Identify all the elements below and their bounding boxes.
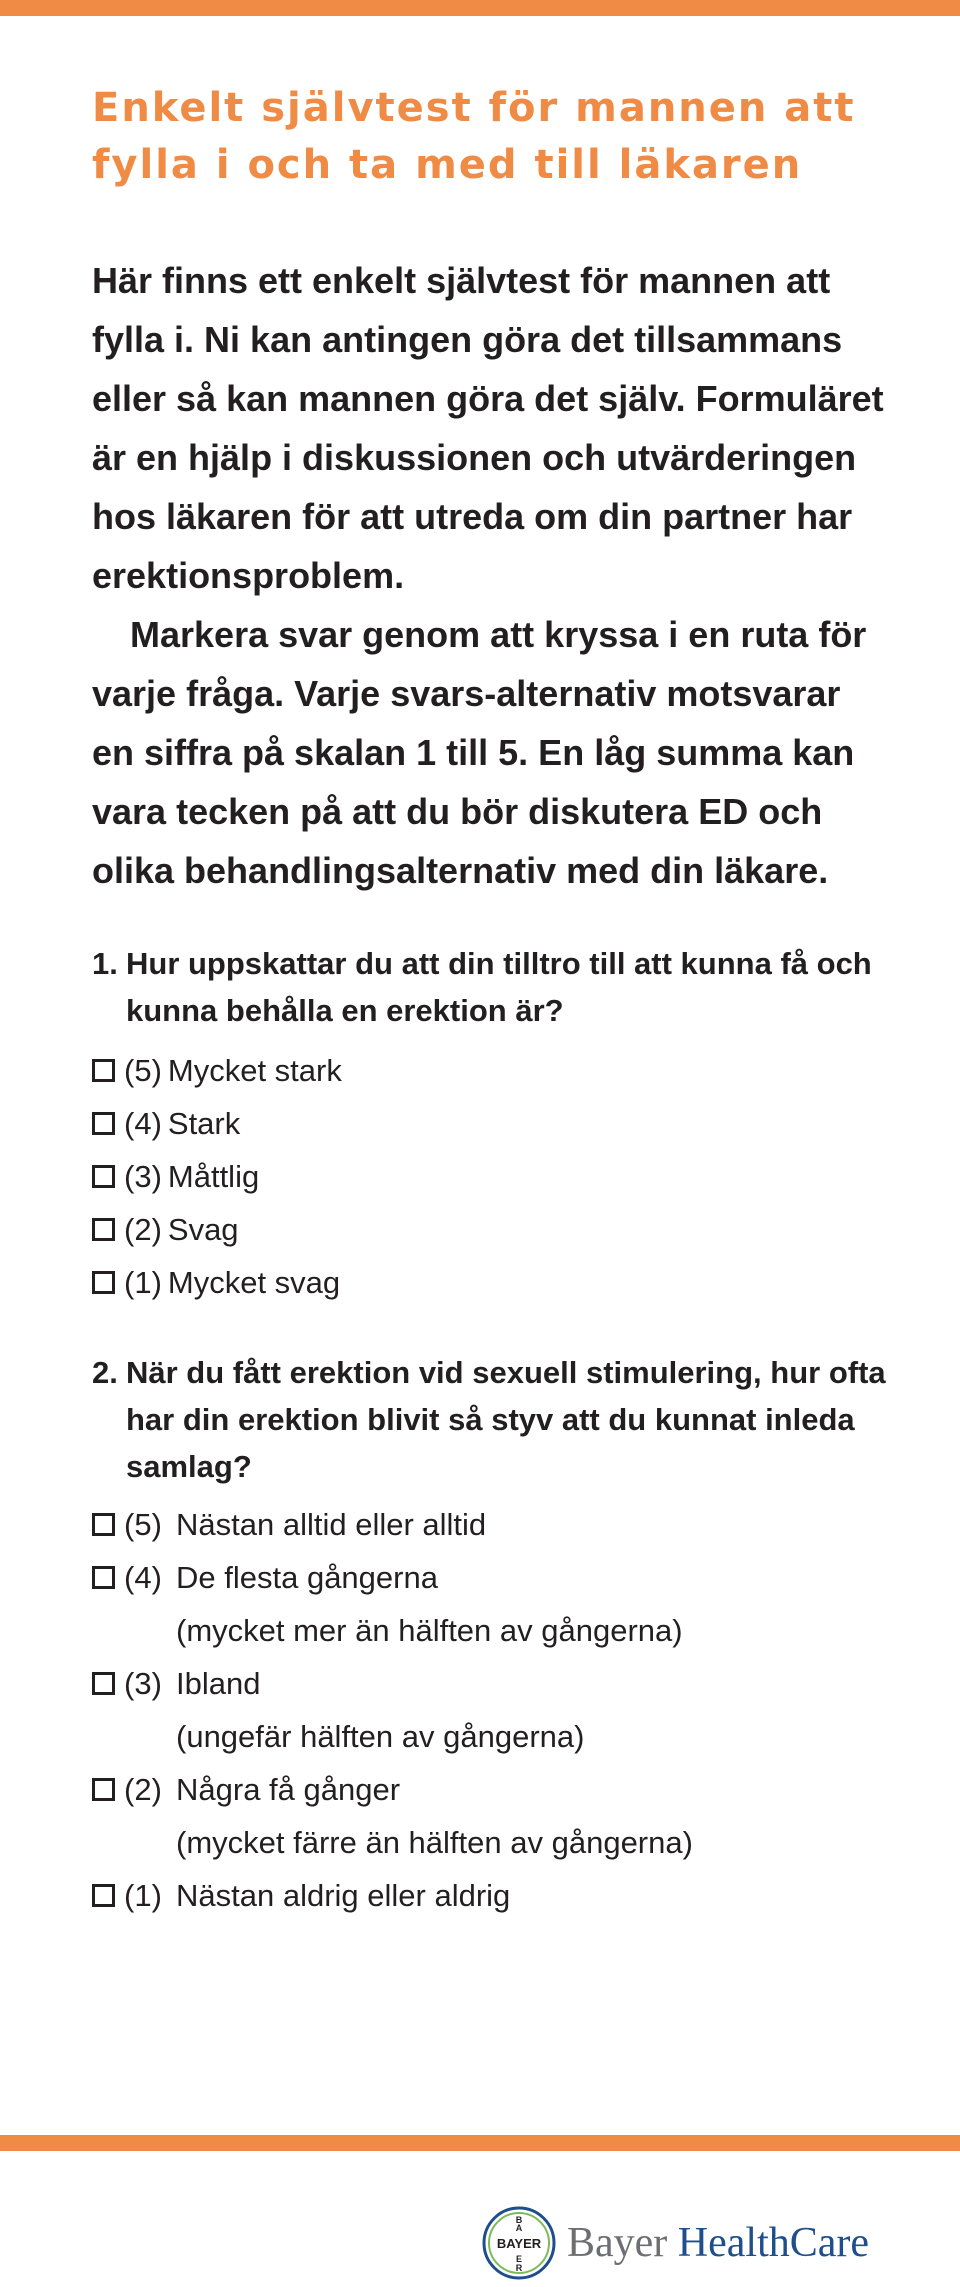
checkbox[interactable] [92, 1218, 115, 1241]
checkbox[interactable] [92, 1778, 115, 1801]
option-label: Nästan aldrig eller aldrig [176, 1878, 511, 1913]
question-1 [92, 940, 892, 1309]
self-test-content [92, 80, 892, 1922]
option-label: Ibland [176, 1666, 261, 1701]
option-label: Nästan alltid eller alltid [176, 1507, 487, 1542]
option-score: (1) [124, 1878, 162, 1913]
cross-text: BAYER [496, 2236, 542, 2251]
answer-option[interactable] [92, 1256, 892, 1309]
answer-option[interactable] [92, 1044, 892, 1097]
intro-text [92, 251, 892, 900]
answer-options [92, 1498, 892, 1922]
option-label: Några få gånger [176, 1772, 401, 1807]
checkbox[interactable] [92, 1566, 115, 1589]
question-text: Hur uppskattar du att din tilltro till att kunna få och kunna behålla en erektion är? [126, 946, 872, 1028]
option-score: (2) [124, 1772, 162, 1807]
checkbox[interactable] [92, 1271, 115, 1294]
answer-option[interactable] [92, 1551, 892, 1657]
bayer-logo [481, 2205, 869, 2281]
brand-name-bayer: Bayer [567, 2220, 678, 2266]
question-text: När du fått erektion vid sexuell stimulering, hur ofta har din erektion blivit så styv att du kunnat inleda samlag? [126, 1355, 886, 1484]
option-note: (ungefär hälften av gångerna) [176, 1719, 585, 1754]
answer-option[interactable] [92, 1150, 892, 1203]
option-score: (3) [124, 1159, 162, 1194]
answer-option[interactable] [92, 1203, 892, 1256]
option-score: (5) [124, 1507, 162, 1542]
option-score: (4) [124, 1560, 162, 1595]
option-label: Stark [167, 1106, 241, 1141]
checkbox[interactable] [92, 1884, 115, 1907]
intro-paragraph-1: Här finns ett enkelt självtest för mannen att fylla i. Ni kan antingen göra det tillsammans eller så kan mannen göra det själv. Formuläret är en hjälp i diskussionen och utvärderingen hos läkaren för att utreda om din partner har erektionsproblem. [92, 260, 884, 596]
checkbox[interactable] [92, 1513, 115, 1536]
option-label: Måttlig [167, 1159, 260, 1194]
brand-name [567, 2222, 869, 2264]
svg-text:A: A [515, 2223, 523, 2233]
checkbox[interactable] [92, 1165, 115, 1188]
option-score: (1) [124, 1265, 162, 1300]
option-label: Mycket svag [167, 1265, 341, 1300]
checkbox[interactable] [92, 1672, 115, 1695]
checkbox[interactable] [92, 1112, 115, 1135]
option-label: Svag [167, 1212, 239, 1247]
checkbox[interactable] [92, 1059, 115, 1082]
option-score: (5) [124, 1053, 162, 1088]
option-label: De flesta gångerna [176, 1560, 438, 1595]
answer-option[interactable] [92, 1097, 892, 1150]
answer-option[interactable] [92, 1869, 892, 1922]
option-label: Mycket stark [167, 1053, 342, 1088]
option-score: (4) [124, 1106, 162, 1141]
question-number: 2. [92, 1355, 118, 1390]
bayer-cross-icon [481, 2205, 557, 2281]
svg-text:R: R [515, 2263, 523, 2273]
question-2 [92, 1349, 892, 1922]
option-note: (mycket färre än hälften av gångerna) [176, 1825, 693, 1860]
svg-text:B: B [515, 2215, 523, 2225]
answer-option[interactable] [92, 1498, 892, 1551]
answer-option[interactable] [92, 1657, 892, 1763]
answer-option[interactable] [92, 1763, 892, 1869]
answer-options [92, 1044, 892, 1309]
option-note: (mycket mer än hälften av gångerna) [176, 1613, 683, 1648]
question-number: 1. [92, 946, 118, 981]
top-accent-bar [0, 0, 960, 16]
option-score: (2) [124, 1212, 162, 1247]
brand-name-healthcare: HealthCare [677, 2220, 870, 2266]
svg-text:E: E [515, 2254, 523, 2264]
bottom-accent-bar [0, 2135, 960, 2151]
page-title: Enkelt självtest för mannen att fylla i och ta med till läkaren [92, 85, 856, 188]
intro-paragraph-2: Markera svar genom att kryssa i en ruta för varje fråga. Varje svars-alternativ motsvarar en siffra på skalan 1 till 5. En låg summa kan vara tecken på att du bör diskutera ED och olika behandlingsalternativ med din läkare. [92, 614, 867, 891]
option-score: (3) [124, 1666, 162, 1701]
